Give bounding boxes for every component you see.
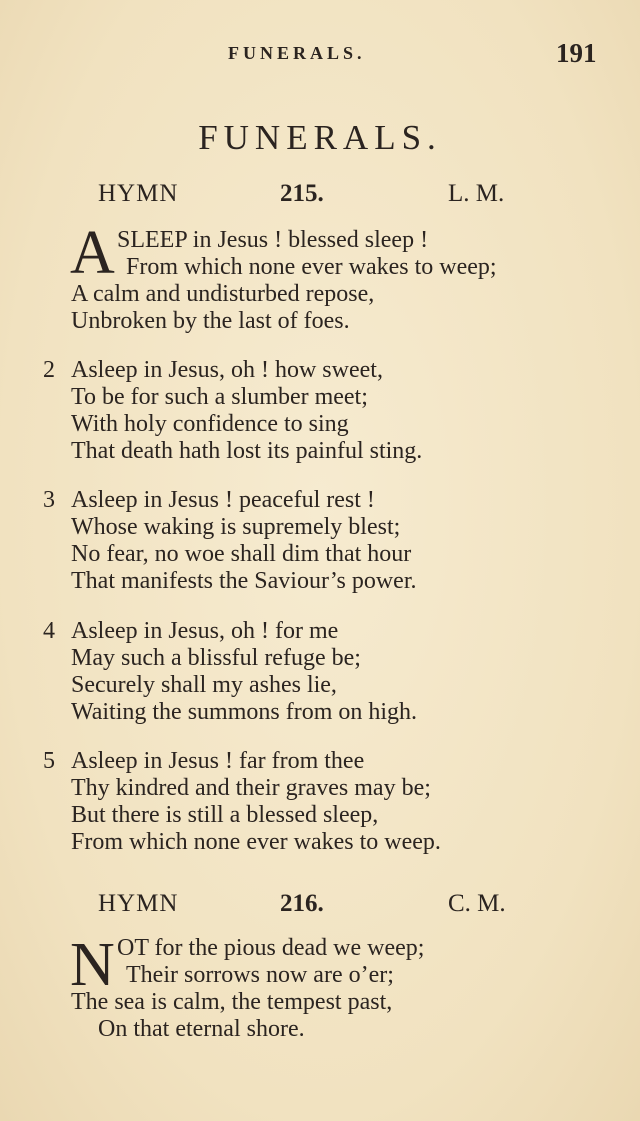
hymn-heading-216	[0, 890, 640, 926]
verse-line: Asleep in Jesus ! peaceful rest !	[71, 487, 375, 513]
drop-cap: N	[70, 931, 115, 999]
running-title: FUNERALS.	[228, 43, 366, 63]
verse-line: May such a blissful refuge be;	[71, 645, 361, 671]
verse-number: 4	[43, 618, 55, 644]
hymn-meter: C. M.	[448, 890, 506, 917]
verse-line: A calm and undisturbed repose,	[71, 281, 375, 307]
verse-line: OT for the pious dead we weep;	[117, 935, 425, 961]
hymn-word: HYMN	[98, 180, 179, 207]
verse-number: 3	[43, 487, 55, 513]
verse-line: To be for such a slumber meet;	[71, 384, 368, 410]
verse-line: Asleep in Jesus ! far from thee	[71, 748, 365, 774]
verse-line: With holy confidence to sing	[71, 411, 349, 437]
verse-number: 5	[43, 748, 55, 774]
hymn-number: 216.	[280, 890, 324, 917]
hymn-meter: L. M.	[448, 180, 505, 207]
verse-line: The sea is calm, the tempest past,	[71, 989, 393, 1015]
verse-line: On that eternal shore.	[98, 1016, 305, 1042]
verse-line: From which none ever wakes to weep.	[71, 829, 441, 855]
hymn-word: HYMN	[98, 890, 179, 917]
verse-line: Whose waking is supremely blest;	[71, 514, 401, 540]
verse-line: Asleep in Jesus, oh ! how sweet,	[71, 357, 383, 383]
verse-line: That manifests the Saviour’s power.	[71, 568, 417, 594]
section-title: FUNERALS.	[198, 118, 442, 157]
hymn-number: 215.	[280, 180, 324, 207]
verse-line: That death hath lost its painful sting.	[71, 438, 423, 464]
verse-line: Asleep in Jesus, oh ! for me	[71, 618, 339, 644]
verse-line: Thy kindred and their graves may be;	[71, 775, 431, 801]
verse-line: From which none ever wakes to weep;	[126, 254, 497, 280]
hymn-heading-215	[0, 180, 640, 216]
verse-line: Unbroken by the last of foes.	[71, 308, 350, 334]
verse-number: 2	[43, 357, 55, 383]
verse-line: SLEEP in Jesus ! blessed sleep !	[117, 227, 429, 253]
verse-line: No fear, no woe shall dim that hour	[71, 541, 412, 567]
running-header	[0, 38, 640, 68]
verse-line: Securely shall my ashes lie,	[71, 672, 337, 698]
page-number: 191	[556, 38, 597, 68]
verse-line: Their sorrows now are o’er;	[126, 962, 394, 988]
verse-line: Waiting the summons from on high.	[71, 699, 418, 725]
verse-line: But there is still a blessed sleep,	[71, 802, 379, 828]
drop-cap: A	[70, 219, 115, 287]
